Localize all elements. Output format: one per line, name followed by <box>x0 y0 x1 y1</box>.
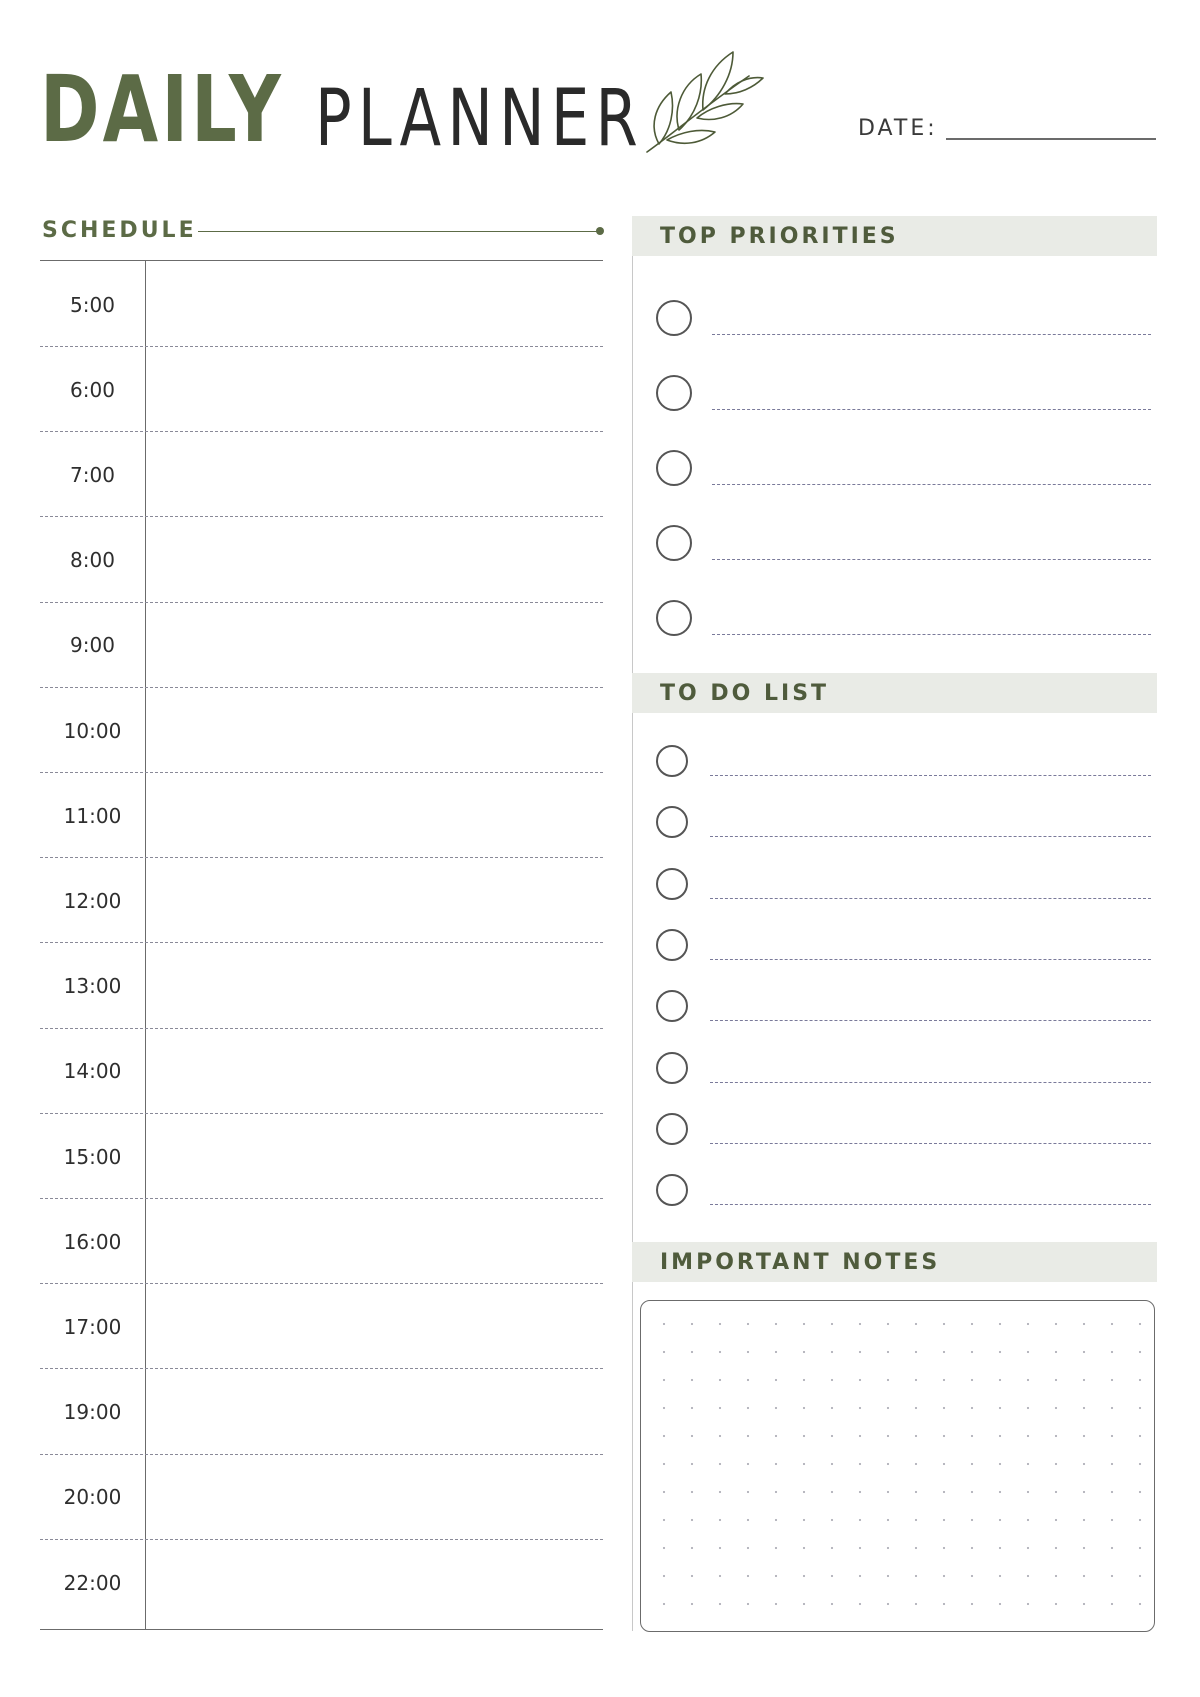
todo-item[interactable] <box>656 1174 1151 1214</box>
schedule-bottom-border <box>40 1629 603 1630</box>
priority-item[interactable] <box>656 300 1151 340</box>
todo-item[interactable] <box>656 806 1151 846</box>
priority-item[interactable] <box>656 600 1151 640</box>
schedule-time-label: 8:00 <box>70 548 115 573</box>
todo-item-line[interactable] <box>710 1082 1151 1083</box>
schedule-time-label: 11:00 <box>63 803 122 828</box>
checkbox-circle-icon[interactable] <box>656 868 688 900</box>
schedule-time-label: 19:00 <box>63 1400 122 1425</box>
schedule-row[interactable] <box>40 688 603 773</box>
todo-item[interactable] <box>656 868 1151 908</box>
date-label: DATE: <box>858 116 938 141</box>
todo-item-line[interactable] <box>710 1143 1151 1144</box>
schedule-heading: SCHEDULE <box>42 218 197 243</box>
date-input-line[interactable] <box>946 138 1156 140</box>
schedule-row[interactable] <box>40 773 603 858</box>
priority-item[interactable] <box>656 375 1151 415</box>
schedule-time-label: 22:00 <box>63 1570 122 1595</box>
todo-item-line[interactable] <box>710 898 1151 899</box>
schedule-row[interactable] <box>40 1284 603 1369</box>
checkbox-circle-icon[interactable] <box>656 1113 688 1145</box>
title-planner: PLANNER <box>315 74 645 164</box>
todo-item-line[interactable] <box>710 836 1151 837</box>
schedule-time-label: 5:00 <box>70 292 115 317</box>
checkbox-circle-icon[interactable] <box>656 1174 688 1206</box>
top-priorities-header <box>632 216 1157 256</box>
todo-item-line[interactable] <box>710 775 1151 776</box>
schedule-time-label: 15:00 <box>63 1144 122 1169</box>
schedule-row[interactable] <box>40 1455 603 1540</box>
schedule-row[interactable] <box>40 518 603 603</box>
checkbox-circle-icon[interactable] <box>656 375 692 411</box>
schedule-time-label: 20:00 <box>63 1485 122 1510</box>
priority-item-line[interactable] <box>712 409 1151 410</box>
checkbox-circle-icon[interactable] <box>656 600 692 636</box>
checkbox-circle-icon[interactable] <box>656 525 692 561</box>
schedule-time-label: 16:00 <box>63 1229 122 1254</box>
top-priorities-title: TOP PRIORITIES <box>660 223 899 249</box>
checkbox-circle-icon[interactable] <box>656 806 688 838</box>
schedule-time-label: 6:00 <box>70 377 115 402</box>
priority-item[interactable] <box>656 450 1151 490</box>
todo-list-title: TO DO LIST <box>660 680 830 706</box>
todo-item[interactable] <box>656 1052 1151 1092</box>
priority-item-line[interactable] <box>712 484 1151 485</box>
schedule-row[interactable] <box>40 262 603 347</box>
checkbox-circle-icon[interactable] <box>656 745 688 777</box>
schedule-row[interactable] <box>40 603 603 688</box>
todo-item[interactable] <box>656 990 1151 1030</box>
schedule-row[interactable] <box>40 1114 603 1199</box>
todo-item-line[interactable] <box>710 1204 1151 1205</box>
schedule-time-label: 10:00 <box>63 718 122 743</box>
todo-item-line[interactable] <box>710 1020 1151 1021</box>
checkbox-circle-icon[interactable] <box>656 300 692 336</box>
checkbox-circle-icon[interactable] <box>656 1052 688 1084</box>
schedule-row[interactable] <box>40 1199 603 1284</box>
schedule-time-label: 9:00 <box>70 633 115 658</box>
schedule-row[interactable] <box>40 944 603 1029</box>
schedule-row[interactable] <box>40 347 603 432</box>
schedule-time-label: 13:00 <box>63 974 122 999</box>
notes-dot-grid-area[interactable] <box>640 1300 1155 1632</box>
schedule-row[interactable] <box>40 1370 603 1455</box>
checkbox-circle-icon[interactable] <box>656 450 692 486</box>
leaf-branch-icon <box>645 48 765 156</box>
priority-item[interactable] <box>656 525 1151 565</box>
schedule-heading-rule <box>198 231 598 232</box>
todo-item[interactable] <box>656 929 1151 969</box>
todo-item[interactable] <box>656 1113 1151 1153</box>
schedule-row[interactable] <box>40 858 603 943</box>
todo-list-header <box>632 673 1157 713</box>
schedule-heading-rule-dot <box>596 227 604 235</box>
priority-item-line[interactable] <box>712 559 1151 560</box>
title-daily: DAILY <box>40 56 284 163</box>
todo-item-line[interactable] <box>710 959 1151 960</box>
important-notes-title: IMPORTANT NOTES <box>660 1249 941 1275</box>
schedule-time-label: 7:00 <box>70 462 115 487</box>
schedule-time-label: 17:00 <box>63 1314 122 1339</box>
priority-item-line[interactable] <box>712 634 1151 635</box>
schedule-time-label: 12:00 <box>63 888 122 913</box>
important-notes-header <box>632 1242 1157 1282</box>
schedule-top-border <box>40 260 603 261</box>
schedule-row[interactable] <box>40 1029 603 1114</box>
checkbox-circle-icon[interactable] <box>656 990 688 1022</box>
checkbox-circle-icon[interactable] <box>656 929 688 961</box>
priority-item-line[interactable] <box>712 334 1151 335</box>
schedule-row[interactable] <box>40 432 603 517</box>
todo-item[interactable] <box>656 745 1151 785</box>
right-column-border <box>632 216 633 1631</box>
schedule-row[interactable] <box>40 1540 603 1625</box>
schedule-time-label: 14:00 <box>63 1059 122 1084</box>
